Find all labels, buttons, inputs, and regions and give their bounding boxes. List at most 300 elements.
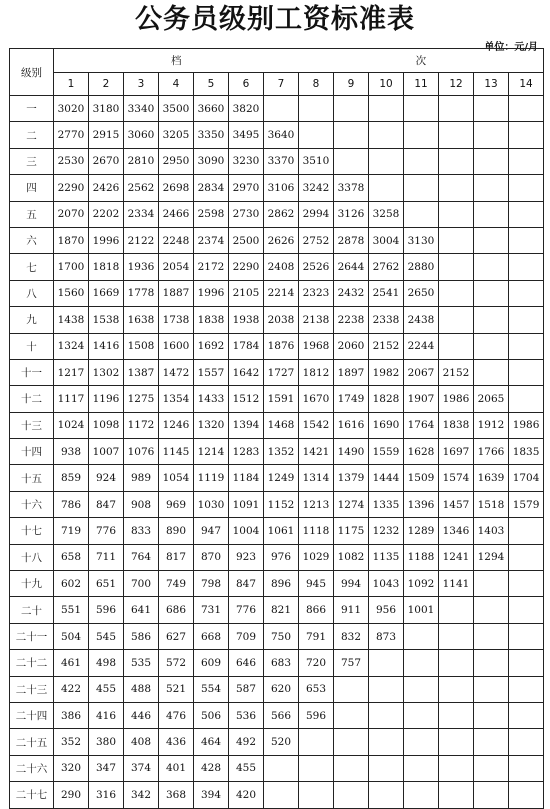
salary-cell: 757 (334, 650, 369, 676)
salary-cell: 833 (124, 518, 159, 544)
table-row (10, 782, 544, 808)
level-cell: 十八 (10, 544, 54, 570)
table-row (10, 148, 544, 174)
salary-cell: 1838 (194, 307, 229, 333)
salary-cell (404, 122, 439, 148)
unit-note: 单位：元/月 (484, 42, 538, 53)
salary-cell: 504 (54, 623, 89, 649)
salary-cell (369, 729, 404, 755)
salary-cell: 2338 (369, 307, 404, 333)
salary-cell (474, 571, 509, 597)
salary-cell: 1444 (369, 465, 404, 491)
salary-cell: 1472 (159, 359, 194, 385)
table-row (10, 122, 544, 148)
salary-cell: 731 (194, 597, 229, 623)
salary-cell (404, 201, 439, 227)
salary-cell (509, 597, 544, 623)
grade-number-header: 5 (194, 73, 229, 96)
salary-cell (509, 650, 544, 676)
salary-cell: 554 (194, 676, 229, 702)
salary-cell: 2067 (404, 359, 439, 385)
salary-cell: 1876 (264, 333, 299, 359)
table-row (10, 544, 544, 570)
salary-cell: 956 (369, 597, 404, 623)
salary-cell (509, 518, 544, 544)
salary-cell: 2060 (334, 333, 369, 359)
salary-cell: 1600 (159, 333, 194, 359)
salary-cell: 1897 (334, 359, 369, 385)
salary-cell: 798 (194, 571, 229, 597)
salary-cell: 651 (89, 571, 124, 597)
grade-number-header: 10 (369, 73, 404, 96)
salary-cell (509, 623, 544, 649)
salary-cell: 3106 (264, 175, 299, 201)
salary-cell: 620 (264, 676, 299, 702)
salary-cell: 2334 (124, 201, 159, 227)
salary-cell (509, 175, 544, 201)
level-cell: 六 (10, 227, 54, 253)
salary-cell: 1557 (194, 359, 229, 385)
salary-cell: 1518 (474, 491, 509, 517)
salary-cell: 1214 (194, 439, 229, 465)
salary-cell (509, 280, 544, 306)
table-row (10, 96, 544, 122)
salary-cell: 1764 (404, 412, 439, 438)
salary-cell: 2500 (229, 227, 264, 253)
salary-cell: 386 (54, 702, 89, 728)
salary-cell: 1542 (299, 412, 334, 438)
salary-cell: 1812 (299, 359, 334, 385)
level-cell: 九 (10, 307, 54, 333)
salary-cell: 1396 (404, 491, 439, 517)
salary-cell: 1249 (264, 465, 299, 491)
salary-cell: 653 (299, 676, 334, 702)
salary-cell: 2214 (264, 280, 299, 306)
level-cell: 七 (10, 254, 54, 280)
salary-cell (369, 96, 404, 122)
salary-cell: 3510 (299, 148, 334, 174)
table-row (10, 386, 544, 412)
salary-cell: 1004 (229, 518, 264, 544)
grade-number-header: 6 (229, 73, 264, 96)
salary-cell (474, 597, 509, 623)
salary-cell (439, 702, 474, 728)
salary-cell: 1559 (369, 439, 404, 465)
salary-cell: 2730 (229, 201, 264, 227)
salary-cell: 1213 (299, 491, 334, 517)
salary-cell: 945 (299, 571, 334, 597)
salary-cell: 3004 (369, 227, 404, 253)
salary-cell (474, 280, 509, 306)
salary-cell: 2244 (404, 333, 439, 359)
salary-cell: 461 (54, 650, 89, 676)
salary-cell: 2526 (299, 254, 334, 280)
table-row (10, 333, 544, 359)
table-row (10, 280, 544, 306)
salary-cell (474, 359, 509, 385)
salary-cell (509, 571, 544, 597)
salary-cell: 1700 (54, 254, 89, 280)
grade-number-header: 9 (334, 73, 369, 96)
salary-cell: 2878 (334, 227, 369, 253)
salary-cell: 1232 (369, 518, 404, 544)
salary-cell: 668 (194, 623, 229, 649)
salary-cell: 3020 (54, 96, 89, 122)
salary-cell (439, 122, 474, 148)
salary-cell: 290 (54, 782, 89, 808)
salary-cell: 749 (159, 571, 194, 597)
salary-cell: 380 (89, 729, 124, 755)
salary-cell: 1509 (404, 465, 439, 491)
salary-cell: 791 (299, 623, 334, 649)
salary-cell: 488 (124, 676, 159, 702)
salary-cell: 3180 (89, 96, 124, 122)
salary-cell: 455 (229, 755, 264, 781)
salary-cell: 535 (124, 650, 159, 676)
salary-cell: 873 (369, 623, 404, 649)
salary-cell (509, 307, 544, 333)
level-cell: 二十六 (10, 755, 54, 781)
salary-cell (439, 729, 474, 755)
level-cell: 二十一 (10, 623, 54, 649)
salary-cell (439, 307, 474, 333)
salary-cell: 2070 (54, 201, 89, 227)
table-row (10, 175, 544, 201)
salary-cell: 1394 (229, 412, 264, 438)
salary-cell: 3258 (369, 201, 404, 227)
salary-cell: 1835 (509, 439, 544, 465)
salary-cell: 1188 (404, 544, 439, 570)
salary-cell: 1283 (229, 439, 264, 465)
salary-cell: 2915 (89, 122, 124, 148)
salary-cell: 1346 (439, 518, 474, 544)
salary-cell: 3242 (299, 175, 334, 201)
salary-cell: 1704 (509, 465, 544, 491)
salary-cell (369, 676, 404, 702)
salary-cell: 2752 (299, 227, 334, 253)
level-cell: 一 (10, 96, 54, 122)
salary-cell: 2810 (124, 148, 159, 174)
salary-cell: 1275 (124, 386, 159, 412)
salary-cell (439, 333, 474, 359)
salary-cell: 3378 (334, 175, 369, 201)
salary-cell: 2541 (369, 280, 404, 306)
salary-cell: 3126 (334, 201, 369, 227)
salary-cell: 3060 (124, 122, 159, 148)
level-cell: 十九 (10, 571, 54, 597)
salary-cell: 1468 (264, 412, 299, 438)
salary-cell: 2466 (159, 201, 194, 227)
salary-cell (509, 359, 544, 385)
salary-cell: 1061 (264, 518, 299, 544)
salary-cell: 1135 (369, 544, 404, 570)
table-row (10, 597, 544, 623)
salary-cell: 428 (194, 755, 229, 781)
salary-cell: 1354 (159, 386, 194, 412)
salary-cell: 776 (229, 597, 264, 623)
salary-cell: 908 (124, 491, 159, 517)
salary-cell (404, 676, 439, 702)
grade-number-header: 3 (124, 73, 159, 96)
salary-cell: 1766 (474, 439, 509, 465)
salary-cell: 1294 (474, 544, 509, 570)
salary-cell (439, 650, 474, 676)
salary-cell: 938 (54, 439, 89, 465)
salary-cell: 1490 (334, 439, 369, 465)
salary-cell: 1175 (334, 518, 369, 544)
salary-cell (474, 782, 509, 808)
salary-cell: 1579 (509, 491, 544, 517)
salary-cell: 989 (124, 465, 159, 491)
salary-cell: 847 (89, 491, 124, 517)
salary-cell: 1091 (229, 491, 264, 517)
level-cell: 二十二 (10, 650, 54, 676)
salary-cell: 1936 (124, 254, 159, 280)
salary-cell (404, 148, 439, 174)
salary-cell: 1982 (369, 359, 404, 385)
salary-cell: 2374 (194, 227, 229, 253)
grade-number-header: 8 (299, 73, 334, 96)
salary-cell: 586 (124, 623, 159, 649)
salary-cell: 1870 (54, 227, 89, 253)
salary-cell: 1818 (89, 254, 124, 280)
salary-cell (369, 122, 404, 148)
salary-cell: 1968 (299, 333, 334, 359)
salary-cell: 866 (299, 597, 334, 623)
salary-cell: 719 (54, 518, 89, 544)
salary-cell: 1145 (159, 439, 194, 465)
salary-cell (509, 702, 544, 728)
salary-cell: 3350 (194, 122, 229, 148)
table-row (10, 307, 544, 333)
salary-cell (439, 280, 474, 306)
salary-cell: 3820 (229, 96, 264, 122)
salary-cell: 1246 (159, 412, 194, 438)
salary-cell: 2054 (159, 254, 194, 280)
salary-cell (404, 729, 439, 755)
salary-cell: 1387 (124, 359, 159, 385)
table-row (10, 518, 544, 544)
salary-cell: 320 (54, 755, 89, 781)
salary-cell: 3205 (159, 122, 194, 148)
salary-cell: 596 (89, 597, 124, 623)
salary-cell: 2698 (159, 175, 194, 201)
salary-cell: 1938 (229, 307, 264, 333)
salary-cell: 817 (159, 544, 194, 570)
salary-cell: 1092 (404, 571, 439, 597)
table-row (10, 359, 544, 385)
salary-cell: 2834 (194, 175, 229, 201)
grade-label-left: 档 (171, 55, 182, 67)
salary-cell: 498 (89, 650, 124, 676)
level-column-header: 级别 (10, 49, 54, 96)
level-cell: 八 (10, 280, 54, 306)
table-row (10, 623, 544, 649)
salary-cell (439, 201, 474, 227)
salary-cell (299, 782, 334, 808)
salary-cell: 1512 (229, 386, 264, 412)
salary-cell (439, 254, 474, 280)
salary-cell: 545 (89, 623, 124, 649)
level-cell: 十三 (10, 412, 54, 438)
salary-cell: 1996 (194, 280, 229, 306)
salary-cell: 2950 (159, 148, 194, 174)
salary-cell: 2038 (264, 307, 299, 333)
salary-cell: 870 (194, 544, 229, 570)
salary-cell: 896 (264, 571, 299, 597)
salary-cell: 1421 (299, 439, 334, 465)
salary-cell (439, 782, 474, 808)
salary-cell (474, 148, 509, 174)
salary-cell (474, 227, 509, 253)
salary-cell: 2530 (54, 148, 89, 174)
salary-cell: 2644 (334, 254, 369, 280)
salary-cell (474, 201, 509, 227)
salary-cell (474, 333, 509, 359)
salary-cell (474, 702, 509, 728)
salary-cell: 847 (229, 571, 264, 597)
salary-cell: 2202 (89, 201, 124, 227)
level-cell: 十二 (10, 386, 54, 412)
salary-cell: 416 (89, 702, 124, 728)
salary-cell: 2122 (124, 227, 159, 253)
salary-cell (474, 729, 509, 755)
salary-cell: 1778 (124, 280, 159, 306)
salary-cell: 1457 (439, 491, 474, 517)
table-row (10, 465, 544, 491)
salary-cell: 641 (124, 597, 159, 623)
salary-cell: 1379 (334, 465, 369, 491)
salary-cell: 572 (159, 650, 194, 676)
salary-cell: 2290 (229, 254, 264, 280)
salary-cell (369, 782, 404, 808)
salary-cell: 521 (159, 676, 194, 702)
salary-cell: 976 (264, 544, 299, 570)
salary-cell (474, 254, 509, 280)
salary-cell: 3230 (229, 148, 264, 174)
salary-cell (334, 702, 369, 728)
salary-cell: 994 (334, 571, 369, 597)
salary-cell: 408 (124, 729, 159, 755)
level-cell: 五 (10, 201, 54, 227)
salary-cell (334, 676, 369, 702)
salary-cell (369, 702, 404, 728)
salary-cell: 368 (159, 782, 194, 808)
grade-number-header: 7 (264, 73, 299, 96)
salary-cell: 3340 (124, 96, 159, 122)
salary-cell: 2650 (404, 280, 439, 306)
salary-cell: 2598 (194, 201, 229, 227)
grade-number-header: 13 (474, 73, 509, 96)
salary-cell: 551 (54, 597, 89, 623)
salary-cell: 1184 (229, 465, 264, 491)
salary-cell: 2248 (159, 227, 194, 253)
salary-cell: 786 (54, 491, 89, 517)
salary-cell: 3500 (159, 96, 194, 122)
salary-cell (474, 96, 509, 122)
salary-cell: 1591 (264, 386, 299, 412)
salary-cell: 401 (159, 755, 194, 781)
grade-label-right: 次 (415, 55, 427, 67)
salary-cell: 1986 (509, 412, 544, 438)
salary-cell: 1029 (299, 544, 334, 570)
salary-cell (439, 148, 474, 174)
salary-cell (299, 729, 334, 755)
grade-number-header: 2 (89, 73, 124, 96)
salary-cell: 627 (159, 623, 194, 649)
level-cell: 十四 (10, 439, 54, 465)
salary-cell (439, 227, 474, 253)
salary-cell (509, 148, 544, 174)
salary-cell: 2238 (334, 307, 369, 333)
table-row (10, 439, 544, 465)
salary-cell: 394 (194, 782, 229, 808)
salary-cell: 700 (124, 571, 159, 597)
salary-cell: 464 (194, 729, 229, 755)
salary-cell: 2626 (264, 227, 299, 253)
salary-cell (369, 175, 404, 201)
salary-cell: 420 (229, 782, 264, 808)
salary-cell: 2065 (474, 386, 509, 412)
salary-cell: 3130 (404, 227, 439, 253)
level-cell: 十一 (10, 359, 54, 385)
level-cell: 二十七 (10, 782, 54, 808)
salary-cell (439, 175, 474, 201)
salary-cell: 1986 (439, 386, 474, 412)
salary-cell: 520 (264, 729, 299, 755)
salary-cell: 3090 (194, 148, 229, 174)
salary-cell: 1638 (124, 307, 159, 333)
salary-cell (509, 782, 544, 808)
salary-cell (334, 96, 369, 122)
salary-cell: 1082 (334, 544, 369, 570)
salary-cell: 1076 (124, 439, 159, 465)
salary-cell (404, 702, 439, 728)
salary-cell: 923 (229, 544, 264, 570)
salary-cell: 911 (334, 597, 369, 623)
salary-cell (439, 597, 474, 623)
salary-cell: 776 (89, 518, 124, 544)
salary-cell: 821 (264, 597, 299, 623)
salary-cell (334, 729, 369, 755)
table-row (10, 650, 544, 676)
salary-cell (264, 782, 299, 808)
salary-cell: 764 (124, 544, 159, 570)
salary-cell: 711 (89, 544, 124, 570)
salary-cell: 1692 (194, 333, 229, 359)
salary-cell: 1302 (89, 359, 124, 385)
salary-cell: 1289 (404, 518, 439, 544)
salary-cell (474, 175, 509, 201)
salary-cell: 2426 (89, 175, 124, 201)
salary-cell (509, 201, 544, 227)
salary-cell: 1043 (369, 571, 404, 597)
salary-cell: 422 (54, 676, 89, 702)
salary-cell: 1001 (404, 597, 439, 623)
salary-cell: 750 (264, 623, 299, 649)
level-cell: 十五 (10, 465, 54, 491)
level-cell: 十 (10, 333, 54, 359)
level-cell: 三 (10, 148, 54, 174)
salary-cell: 2323 (299, 280, 334, 306)
salary-cell (334, 122, 369, 148)
salary-cell: 2438 (404, 307, 439, 333)
salary-cell (509, 729, 544, 755)
salary-cell: 1217 (54, 359, 89, 385)
table-row (10, 254, 544, 280)
salary-cell: 3495 (229, 122, 264, 148)
salary-cell: 890 (159, 518, 194, 544)
